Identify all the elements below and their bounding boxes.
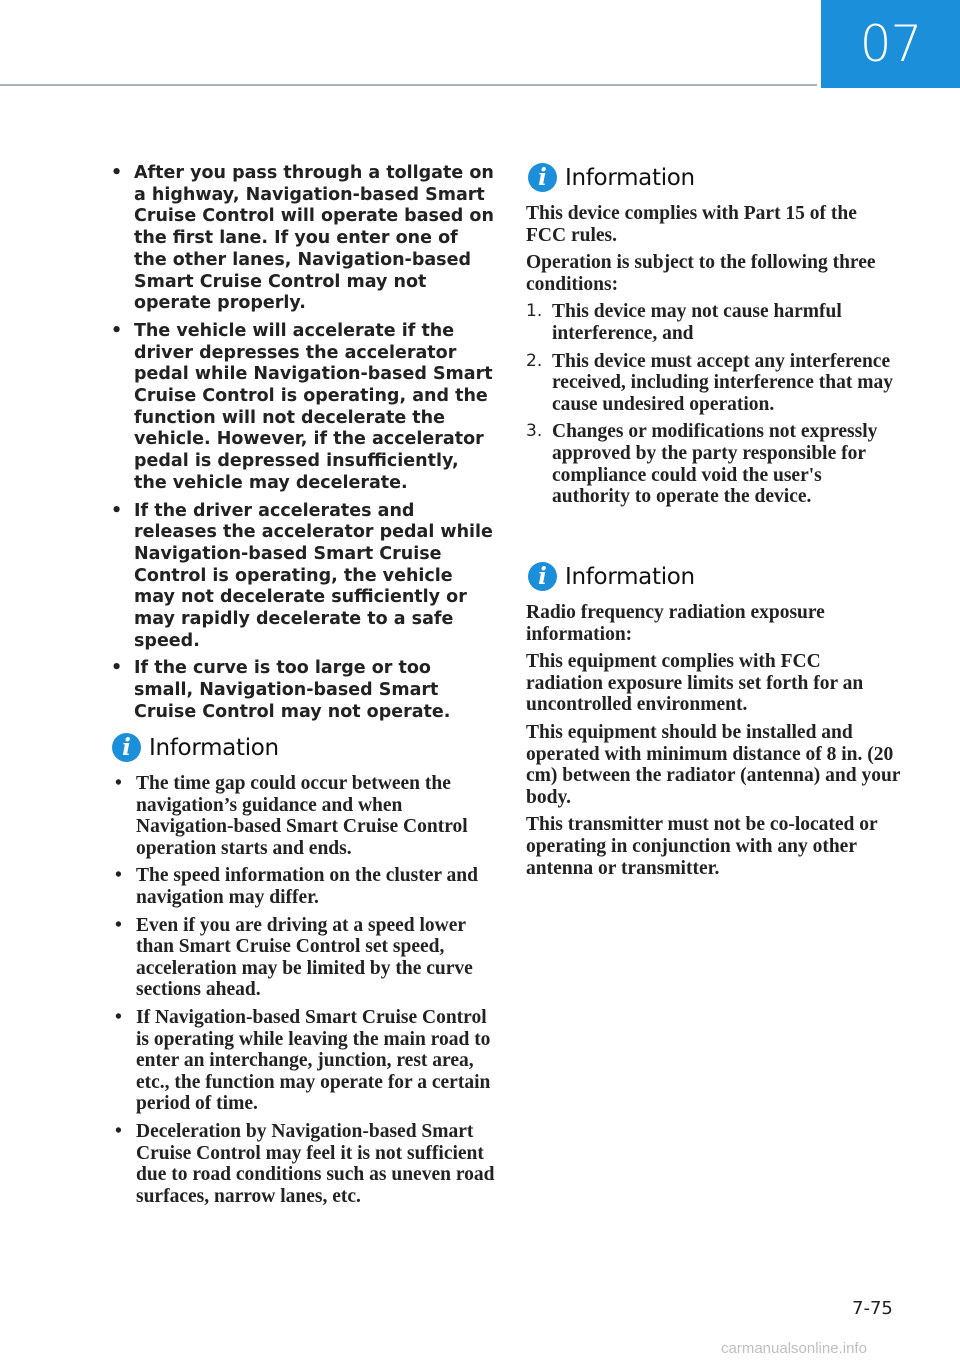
paragraph: This equipment should be installed and operated with minimum distance of 8 in. (20 cm) between the radiator (antenna) and your body. (526, 721, 901, 808)
paragraph: Radio frequency radiation exposure information: (526, 602, 825, 645)
info-bullet-list (110, 773, 495, 1213)
conditions-list (526, 301, 901, 507)
list-item: • The speed information on the cluster and navigation may differ. (115, 865, 478, 908)
info-icon: i (112, 733, 141, 762)
paragraph: Operation is subject to the following three conditions: (526, 252, 876, 295)
caution-bullet-list (110, 163, 495, 730)
paragraph: This device complies with Part 15 of the FCC rules. (526, 203, 857, 246)
chapter-tab: 07 (821, 0, 960, 88)
list-item: 3. Changes or modifications not expressly approved by the party responsible for compliance could void the user's authority to operate the device. (526, 421, 878, 508)
info-icon: i (528, 163, 557, 192)
header-rule (0, 84, 817, 86)
list-item: • After you pass through a tollgate on a highway, Navigation-based Smart Cruise Control will operate based on the first lane. If you enter one of the other lanes, Navigation-based Smart Cruise Control may not operate properly. (111, 163, 494, 314)
fcc-info-body (526, 203, 901, 514)
info-heading-rf: i Information (528, 562, 695, 591)
list-item: • If the curve is too large or too small, Navigation-based Smart Cruise Control may not operate. (111, 658, 451, 722)
list-item: • The vehicle will accelerate if the driver depresses the accelerator pedal while Navigation-based Smart Cruise Control is operating, and the function will not decelerate the vehicle. However, if the accelerator pedal is depressed insufficiently, the vehicle may decelerate. (111, 320, 493, 493)
info-heading-left: i Information (112, 733, 279, 762)
list-item: • If the driver accelerates and releases the accelerator pedal while Navigation-based Smart Cruise Control is operating, the vehicle may not decelerate sufficiently or may rapidly decelerate to a safe speed. (111, 500, 493, 651)
list-item: 2. This device must accept any interference received, including interference that may cause undesired operation. (526, 350, 894, 415)
list-item: • If Navigation-based Smart Cruise Control is operating while leaving the main road to enter an interchange, junction, rest area, etc., the function may operate for a certain period of time. (115, 1006, 491, 1115)
watermark: carmanualsonline.info (721, 1340, 867, 1357)
paragraph: This transmitter must not be co-located or operating in conjunction with any other antenna or transmitter. (526, 814, 878, 879)
list-item: • The time gap could occur between the navigation’s guidance and when Navigation-based Smart Cruise Control operation starts and ends. (115, 773, 468, 859)
info-icon: i (528, 562, 557, 591)
list-item: • Even if you are driving at a speed lower than Smart Cruise Control set speed, acceleration may be limited by the curve sections ahead. (115, 914, 473, 1001)
info-heading-fcc: i Information (528, 163, 695, 192)
paragraph: This equipment complies with FCC radiation exposure limits set forth for an uncontrolled environment. (526, 651, 864, 716)
page-number: 7-75 (852, 1298, 893, 1319)
rf-info-body (526, 602, 901, 885)
list-item: 1. This device may not cause harmful interference, and (526, 301, 842, 344)
list-item: • Deceleration by Navigation-based Smart Cruise Control may feel it is not sufficient due to road conditions such as uneven road surfaces, narrow lanes, etc. (115, 1120, 495, 1207)
